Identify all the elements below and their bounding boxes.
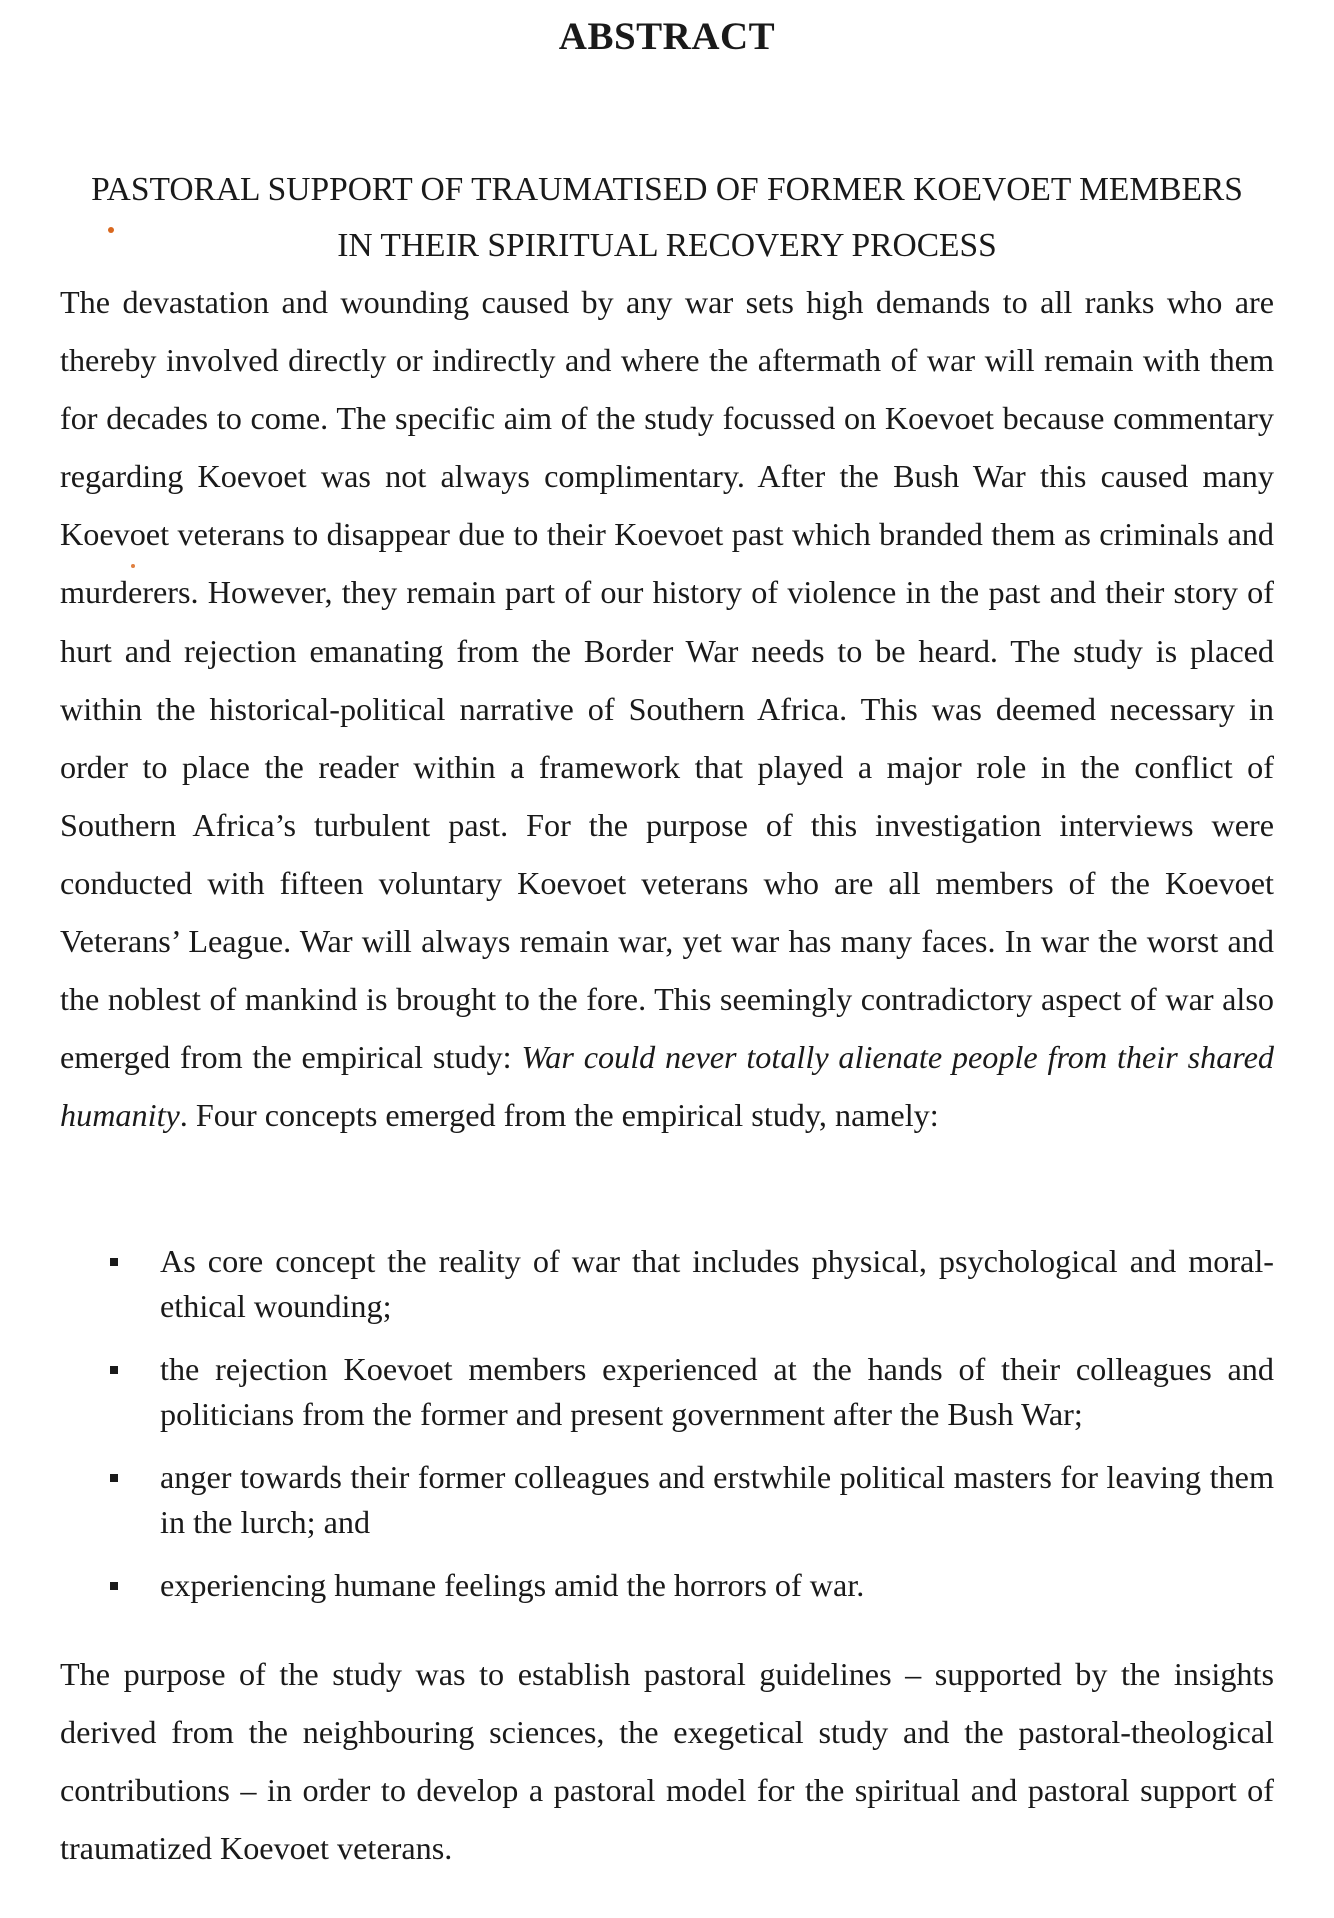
abstract-heading: ABSTRACT — [558, 15, 776, 58]
abstract-paragraph-2: The purpose of the study was to establish pastoral guidelines – supported by the insights derived from the neighbouring sciences, the exegetical study and the pastoral-theological contributions – in order to develop a pastoral model for the spiritual and pastoral support of traumatized Koevoet veterans. — [60, 1656, 1274, 1867]
bullet-marker — [110, 1582, 118, 1590]
paragraph-1-italic-text: War could never totally alienate people from their shared humanity — [60, 1039, 1274, 1134]
paragraph-1-text: The devastation and wounding caused by any war sets high demands to all ranks who are thereby involved directly or indirectly and where the aftermath of war will remain with them for decades to come. The specific aim of the study focussed on Koevoet because commentary regarding Koevoet was not always complimentary. After the Bush War this caused many Koevoet veterans to disappear due to their Koevoet past which branded them as criminals and murderers. However, they remain part of our history of violence in the past and their story of hurt and rejection emanating from the Border War needs to be heard. The study is placed within the historical-political narrative of Southern Africa. This was deemed necessary in order to place the reader within a framework that played a major role in the conflict of Southern Africa’s turbulent past. For the purpose of this investigation interviews were conducted with fifteen voluntary Koevoet veterans who are all members of the Koevoet Veterans’ League. War will always remain war, yet war has many faces. In war the worst and the noblest of mankind is brought to the fore. This seemingly contradictory aspect of war also emerged from the empirical study: — [60, 284, 1274, 1076]
list-item-text: the rejection Koevoet members experienced at the hands of their colleagues and politicians from the former and present government after the Bush War; — [160, 1351, 1274, 1432]
list-item — [60, 1455, 1274, 1545]
list-item-text: As core concept the reality of war that includes physical, psychological and moral-ethical wounding; — [160, 1243, 1274, 1324]
abstract-paragraph-1 — [60, 273, 1274, 1144]
list-item — [60, 1347, 1274, 1437]
title-line-1: PASTORAL SUPPORT OF TRAUMATISED OF FORMER KOEVOET MEMBERS — [91, 171, 1243, 208]
list-item — [60, 1239, 1274, 1329]
paragraph-1-text-end: . Four concepts emerged from the empirical study, namely: — [179, 1097, 939, 1134]
concepts-list — [60, 1239, 1274, 1626]
bullet-marker — [110, 1258, 118, 1266]
scan-speck — [108, 227, 114, 233]
title-line-2: IN THEIR SPIRITUAL RECOVERY PROCESS — [337, 227, 997, 264]
bullet-marker — [110, 1366, 118, 1374]
bullet-marker — [110, 1474, 118, 1482]
list-item-text: anger towards their former colleagues and erstwhile political masters for leaving them in the lurch; and — [160, 1459, 1274, 1540]
list-item — [60, 1563, 1274, 1608]
list-item-text: experiencing humane feelings amid the horrors of war. — [160, 1567, 865, 1603]
document-title — [60, 162, 1274, 274]
